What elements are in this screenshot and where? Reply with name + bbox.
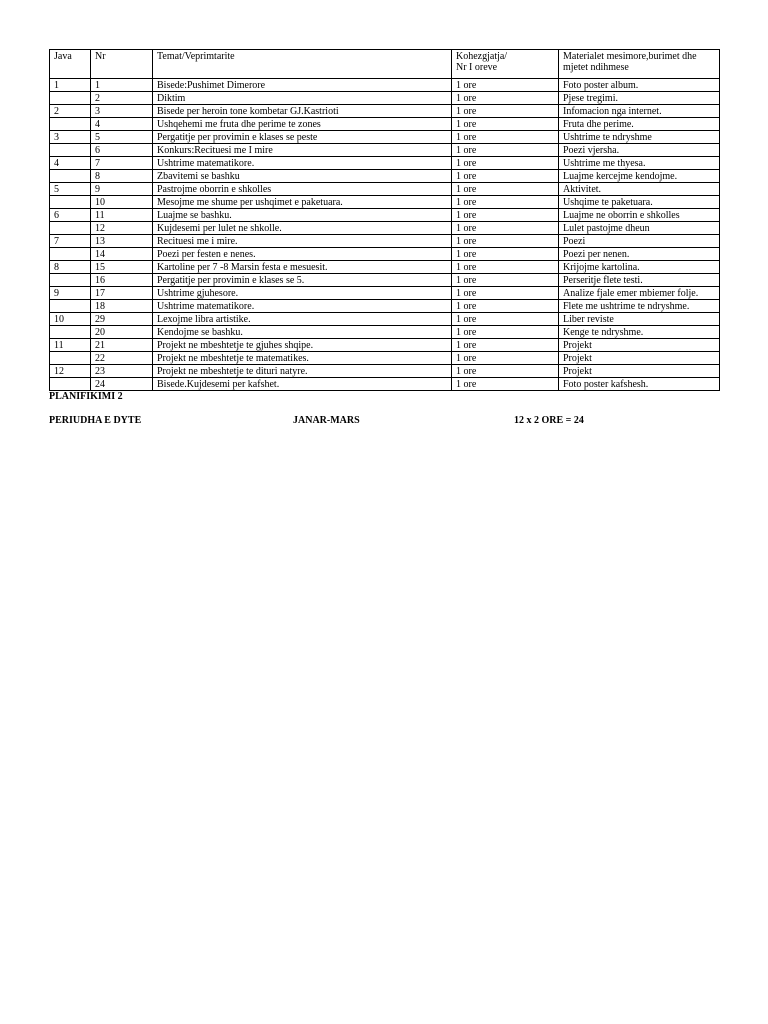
topic-cell: Poezi per festen e nenes. bbox=[153, 248, 452, 261]
hours-cell: 1 ore bbox=[452, 261, 559, 274]
week-cell: 2 bbox=[50, 105, 91, 118]
hours-cell: 1 ore bbox=[452, 248, 559, 261]
nr-cell: 4 bbox=[91, 118, 153, 131]
materials-cell: Perseritje flete testi. bbox=[559, 274, 720, 287]
hours-cell: 1 ore bbox=[452, 352, 559, 365]
materials-cell: Luajme kercejme kendojme. bbox=[559, 170, 720, 183]
week-cell bbox=[50, 118, 91, 131]
table-row bbox=[50, 352, 720, 365]
hours-cell: 1 ore bbox=[452, 274, 559, 287]
materials-cell: Foto poster album. bbox=[559, 79, 720, 92]
week-cell: 5 bbox=[50, 183, 91, 196]
header-topic: Temat/Veprimtarite bbox=[153, 50, 452, 79]
table-row bbox=[50, 131, 720, 144]
table-row bbox=[50, 79, 720, 92]
nr-cell: 2 bbox=[91, 92, 153, 105]
table-row bbox=[50, 326, 720, 339]
materials-cell: Foto poster kafshesh. bbox=[559, 378, 720, 391]
topic-cell: Ushtrime matematikore. bbox=[153, 300, 452, 313]
topic-cell: Kartoline per 7 -8 Marsin festa e mesuesit. bbox=[153, 261, 452, 274]
table-row bbox=[50, 248, 720, 261]
hours-cell: 1 ore bbox=[452, 170, 559, 183]
week-cell: 4 bbox=[50, 157, 91, 170]
hours-cell: 1 ore bbox=[452, 118, 559, 131]
materials-cell: Ushtrime te ndryshme bbox=[559, 131, 720, 144]
nr-cell: 1 bbox=[91, 79, 153, 92]
week-cell bbox=[50, 222, 91, 235]
nr-cell: 13 bbox=[91, 235, 153, 248]
materials-cell: Projekt bbox=[559, 365, 720, 378]
week-cell: 7 bbox=[50, 235, 91, 248]
nr-cell: 15 bbox=[91, 261, 153, 274]
nr-cell: 5 bbox=[91, 131, 153, 144]
nr-cell: 24 bbox=[91, 378, 153, 391]
hours-cell: 1 ore bbox=[452, 105, 559, 118]
nr-cell: 9 bbox=[91, 183, 153, 196]
table-body bbox=[50, 79, 720, 391]
materials-cell: Poezi per nenen. bbox=[559, 248, 720, 261]
nr-cell: 18 bbox=[91, 300, 153, 313]
topic-cell: Pergatitje per provimin e klases se peste bbox=[153, 131, 452, 144]
hours-cell: 1 ore bbox=[452, 144, 559, 157]
table-row bbox=[50, 144, 720, 157]
nr-cell: 16 bbox=[91, 274, 153, 287]
table-row bbox=[50, 92, 720, 105]
week-cell: 8 bbox=[50, 261, 91, 274]
week-cell bbox=[50, 300, 91, 313]
table-row bbox=[50, 274, 720, 287]
week-cell bbox=[50, 144, 91, 157]
table-row bbox=[50, 378, 720, 391]
topic-cell: Ushtrime gjuhesore. bbox=[153, 287, 452, 300]
hours-cell: 1 ore bbox=[452, 131, 559, 144]
table-row bbox=[50, 157, 720, 170]
materials-cell: Krijojme kartolina. bbox=[559, 261, 720, 274]
topic-cell: Ushtrime matematikore. bbox=[153, 157, 452, 170]
table-row bbox=[50, 105, 720, 118]
materials-cell: Fruta dhe perime. bbox=[559, 118, 720, 131]
materials-cell: Ushtrime me thyesa. bbox=[559, 157, 720, 170]
topic-cell: Mesojme me shume per ushqimet e paketuara. bbox=[153, 196, 452, 209]
topic-cell: Pergatitje per provimin e klases se 5. bbox=[153, 274, 452, 287]
planning-table bbox=[49, 49, 720, 391]
week-cell: 3 bbox=[50, 131, 91, 144]
hours-cell: 1 ore bbox=[452, 287, 559, 300]
materials-cell: Pjese tregimi. bbox=[559, 92, 720, 105]
table-row bbox=[50, 339, 720, 352]
week-cell: 9 bbox=[50, 287, 91, 300]
header-duration: Kohezgjatja/ Nr I oreve bbox=[452, 50, 559, 79]
hours-cell: 1 ore bbox=[452, 378, 559, 391]
nr-cell: 10 bbox=[91, 196, 153, 209]
hours-cell: 1 ore bbox=[452, 92, 559, 105]
week-cell: 11 bbox=[50, 339, 91, 352]
nr-cell: 7 bbox=[91, 157, 153, 170]
hours-cell: 1 ore bbox=[452, 222, 559, 235]
topic-cell: Pastrojme oborrin e shkolles bbox=[153, 183, 452, 196]
nr-cell: 29 bbox=[91, 313, 153, 326]
week-cell: 6 bbox=[50, 209, 91, 222]
table-row bbox=[50, 196, 720, 209]
table-header-row bbox=[50, 50, 720, 79]
table-row bbox=[50, 261, 720, 274]
table-row bbox=[50, 222, 720, 235]
months-label: JANAR-MARS bbox=[293, 415, 360, 426]
topic-cell: Bisede per heroin tone kombetar GJ.Kastrioti bbox=[153, 105, 452, 118]
hours-cell: 1 ore bbox=[452, 313, 559, 326]
materials-cell: Projekt bbox=[559, 339, 720, 352]
hours-cell: 1 ore bbox=[452, 183, 559, 196]
topic-cell: Diktim bbox=[153, 92, 452, 105]
topic-cell: Lexojme libra artistike. bbox=[153, 313, 452, 326]
table-row bbox=[50, 365, 720, 378]
hours-cell: 1 ore bbox=[452, 326, 559, 339]
materials-cell: Ushqime te paketuara. bbox=[559, 196, 720, 209]
hours-cell: 1 ore bbox=[452, 79, 559, 92]
nr-cell: 22 bbox=[91, 352, 153, 365]
hours-cell: 1 ore bbox=[452, 365, 559, 378]
materials-cell: Analize fjale emer mbiemer folje. bbox=[559, 287, 720, 300]
materials-cell: Poezi vjersha. bbox=[559, 144, 720, 157]
materials-cell: Liber reviste bbox=[559, 313, 720, 326]
week-cell: 10 bbox=[50, 313, 91, 326]
period-label: PERIUDHA E DYTE bbox=[49, 415, 142, 426]
week-cell: 1 bbox=[50, 79, 91, 92]
topic-cell: Konkurs:Recituesi me I mire bbox=[153, 144, 452, 157]
table-row bbox=[50, 209, 720, 222]
topic-cell: Kendojme se bashku. bbox=[153, 326, 452, 339]
nr-cell: 12 bbox=[91, 222, 153, 235]
week-cell bbox=[50, 248, 91, 261]
header-week: Java bbox=[50, 50, 91, 79]
nr-cell: 21 bbox=[91, 339, 153, 352]
materials-cell: Lulet pastojme dheun bbox=[559, 222, 720, 235]
materials-cell: Luajme ne oborrin e shkolles bbox=[559, 209, 720, 222]
nr-cell: 20 bbox=[91, 326, 153, 339]
hours-cell: 1 ore bbox=[452, 157, 559, 170]
materials-cell: Infomacion nga internet. bbox=[559, 105, 720, 118]
materials-cell: Poezi bbox=[559, 235, 720, 248]
week-cell bbox=[50, 352, 91, 365]
materials-cell: Projekt bbox=[559, 352, 720, 365]
week-cell bbox=[50, 378, 91, 391]
nr-cell: 6 bbox=[91, 144, 153, 157]
nr-cell: 3 bbox=[91, 105, 153, 118]
topic-cell: Projekt ne mbeshtetje te gjuhes shqipe. bbox=[153, 339, 452, 352]
topic-cell: Projekt ne mbeshtetje te matematikes. bbox=[153, 352, 452, 365]
hours-cell: 1 ore bbox=[452, 196, 559, 209]
week-cell bbox=[50, 274, 91, 287]
topic-cell: Projekt ne mbeshtetje te dituri natyre. bbox=[153, 365, 452, 378]
hours-cell: 1 ore bbox=[452, 300, 559, 313]
nr-cell: 11 bbox=[91, 209, 153, 222]
plan-title: PLANIFIKIMI 2 bbox=[49, 391, 123, 402]
topic-cell: Recituesi me i mire. bbox=[153, 235, 452, 248]
nr-cell: 23 bbox=[91, 365, 153, 378]
week-cell: 12 bbox=[50, 365, 91, 378]
topic-cell: Ushqehemi me fruta dhe perime te zones bbox=[153, 118, 452, 131]
nr-cell: 17 bbox=[91, 287, 153, 300]
week-cell bbox=[50, 170, 91, 183]
table-row bbox=[50, 287, 720, 300]
topic-cell: Kujdesemi per lulet ne shkolle. bbox=[153, 222, 452, 235]
nr-cell: 14 bbox=[91, 248, 153, 261]
topic-cell: Bisede.Kujdesemi per kafshet. bbox=[153, 378, 452, 391]
table-row bbox=[50, 118, 720, 131]
header-materials: Materialet mesimore,burimet dhe mjetet ndihmese bbox=[559, 50, 720, 79]
topic-cell: Zbavitemi se bashku bbox=[153, 170, 452, 183]
week-cell bbox=[50, 92, 91, 105]
table-row bbox=[50, 300, 720, 313]
header-nr: Nr bbox=[91, 50, 153, 79]
hours-cell: 1 ore bbox=[452, 209, 559, 222]
materials-cell: Flete me ushtrime te ndryshme. bbox=[559, 300, 720, 313]
nr-cell: 8 bbox=[91, 170, 153, 183]
materials-cell: Aktivitet. bbox=[559, 183, 720, 196]
topic-cell: Luajme se bashku. bbox=[153, 209, 452, 222]
total-hours-label: 12 x 2 ORE = 24 bbox=[514, 415, 584, 426]
hours-cell: 1 ore bbox=[452, 339, 559, 352]
materials-cell: Kenge te ndryshme. bbox=[559, 326, 720, 339]
week-cell bbox=[50, 326, 91, 339]
table-row bbox=[50, 183, 720, 196]
topic-cell: Bisede:Pushimet Dimerore bbox=[153, 79, 452, 92]
week-cell bbox=[50, 196, 91, 209]
table-row bbox=[50, 313, 720, 326]
table-row bbox=[50, 235, 720, 248]
hours-cell: 1 ore bbox=[452, 235, 559, 248]
table-row bbox=[50, 170, 720, 183]
